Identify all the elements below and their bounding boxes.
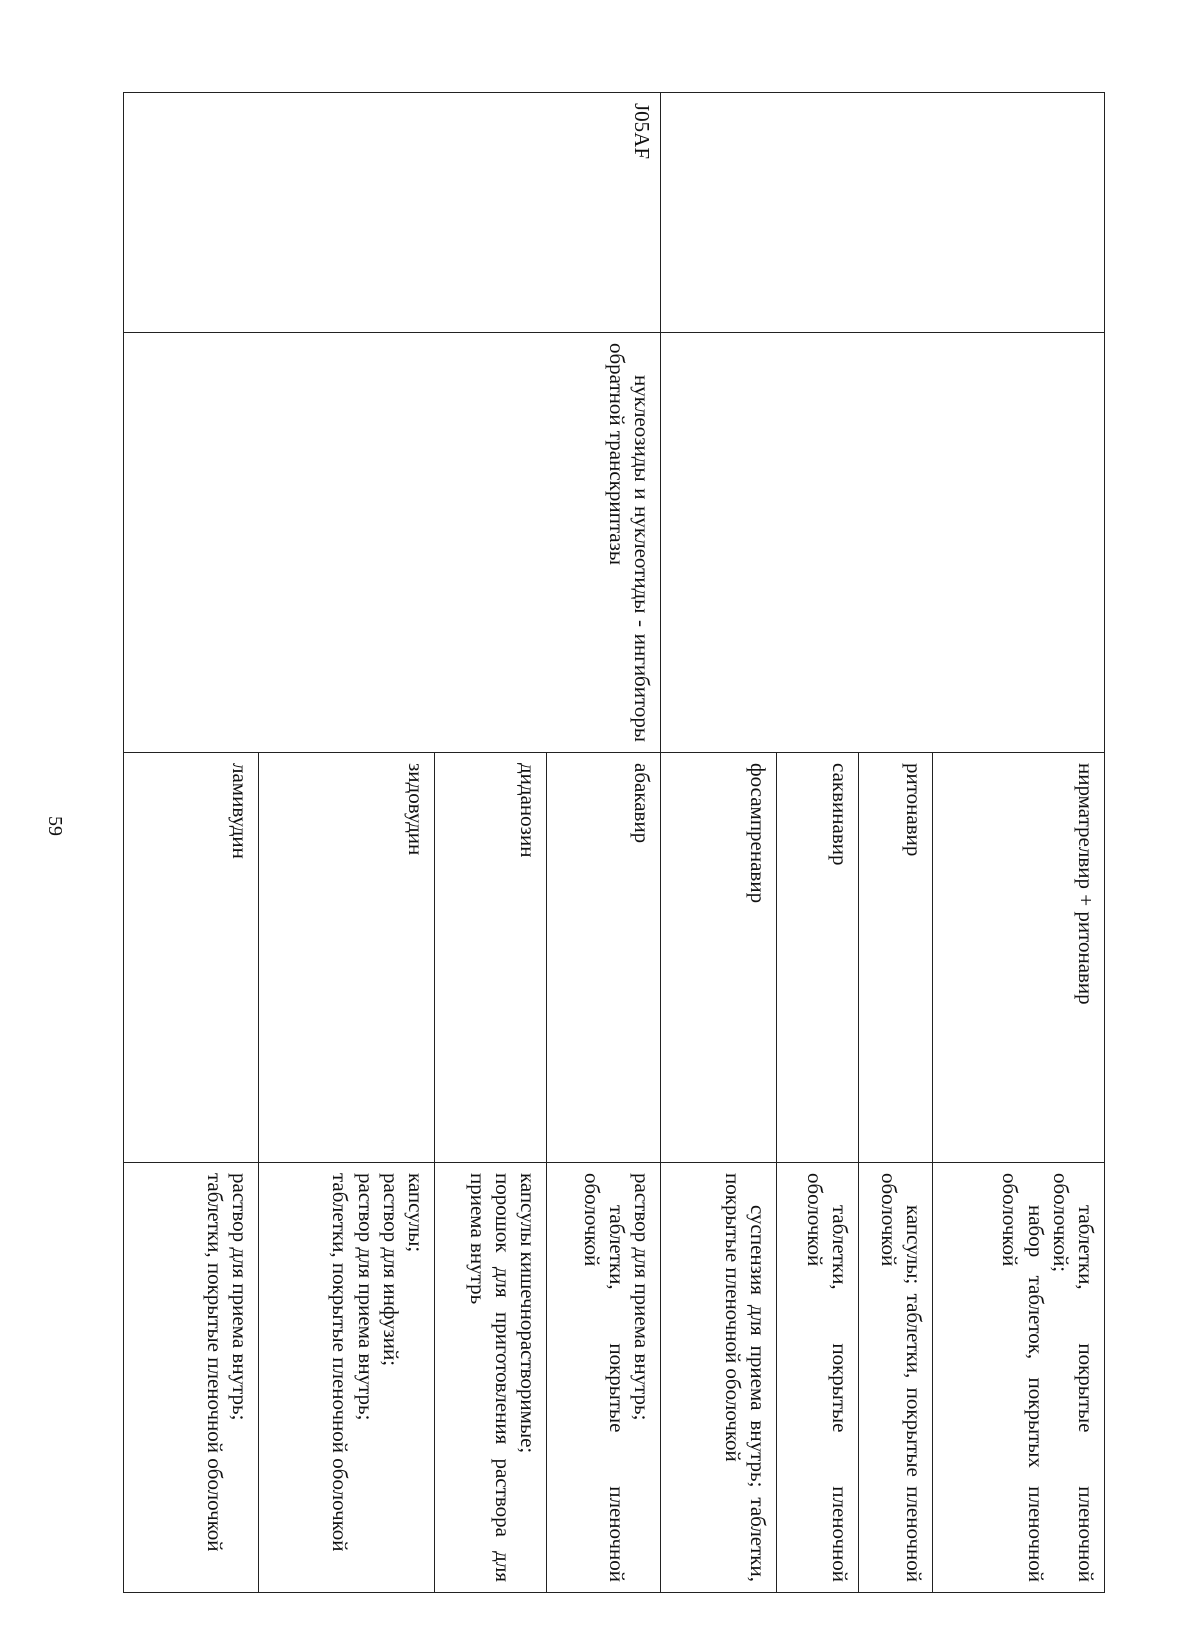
dosage-forms-cell bbox=[259, 1163, 435, 1593]
dosage-form: раствор для приема внутрь; bbox=[630, 1173, 654, 1421]
rotated-page-content bbox=[124, 92, 1105, 1592]
dosage-form: капсулы; bbox=[404, 1173, 428, 1253]
dosage-forms-cell bbox=[124, 1163, 259, 1593]
drug-name-cell bbox=[259, 753, 435, 1163]
dosage-form: порошок для приготовления раствора для приема внутрь bbox=[465, 1173, 515, 1582]
dosage-forms-cell bbox=[859, 1163, 933, 1593]
code-cell bbox=[661, 93, 1105, 333]
code-cell bbox=[124, 93, 661, 333]
dosage-forms-cell bbox=[547, 1163, 661, 1593]
drug-name: зидовудин bbox=[404, 763, 428, 856]
drug-name-cell bbox=[661, 753, 777, 1163]
dosage-form: таблетки, покрытые пленочной оболочкой bbox=[328, 1173, 353, 1552]
dosage-form: капсулы; таблетки, покрытые пленочной оболочкой bbox=[876, 1173, 926, 1582]
dosage-form: раствор для инфузий; bbox=[378, 1173, 403, 1367]
drug-name-cell bbox=[777, 753, 859, 1163]
dosage-form: набор таблеток, покрытых пленочной оболочкой bbox=[998, 1173, 1048, 1582]
dosage-forms-cell bbox=[777, 1163, 859, 1593]
atc-code: J05AF bbox=[630, 103, 654, 160]
drug-name-cell bbox=[859, 753, 933, 1163]
group-cell bbox=[661, 333, 1105, 753]
dosage-form: таблетки, покрытые пленочной оболочкой bbox=[579, 1173, 629, 1582]
drug-name: фосампренавир bbox=[746, 763, 770, 904]
drug-name-cell bbox=[933, 753, 1105, 1163]
dosage-form: раствор для приема внутрь; bbox=[353, 1173, 378, 1421]
drug-table bbox=[123, 92, 1105, 1593]
pharm-group: нуклеозиды и нуклеотиды - ингибиторы обратной транскриптазы bbox=[604, 343, 654, 742]
drug-name-cell bbox=[547, 753, 661, 1163]
dosage-forms-cell bbox=[933, 1163, 1105, 1593]
drug-name: саквинавир bbox=[828, 763, 852, 866]
dosage-form: таблетки, покрытые пленочной оболочкой bbox=[802, 1173, 852, 1582]
drug-name: абакавир bbox=[630, 763, 654, 844]
drug-name-cell bbox=[435, 753, 547, 1163]
table-row bbox=[547, 93, 661, 1593]
group-cell bbox=[124, 333, 661, 753]
dosage-form: таблетки, покрытые пленочной оболочкой bbox=[202, 1173, 227, 1552]
drug-name: нирматрелвир + ритонавир bbox=[1074, 763, 1098, 1005]
drug-name: ламивудин bbox=[228, 763, 252, 859]
table-row bbox=[933, 93, 1105, 1593]
drug-name: диданозин bbox=[516, 763, 540, 858]
drug-name-cell bbox=[124, 753, 259, 1163]
dosage-forms-cell bbox=[435, 1163, 547, 1593]
dosage-form: таблетки, покрытые пленочной оболочкой; bbox=[1048, 1173, 1098, 1582]
page-number: 59 bbox=[44, 816, 66, 836]
dosage-forms-cell bbox=[661, 1163, 777, 1593]
dosage-form: суспензия для приема внутрь; таблетки, покрытые пленочной оболочкой bbox=[720, 1173, 770, 1582]
drug-table-frame bbox=[124, 92, 1105, 1592]
drug-name: ритонавир bbox=[902, 763, 926, 857]
dosage-form: капсулы кишечнорастворимые; bbox=[516, 1173, 540, 1454]
dosage-form: раствор для приема внутрь; bbox=[228, 1173, 252, 1421]
